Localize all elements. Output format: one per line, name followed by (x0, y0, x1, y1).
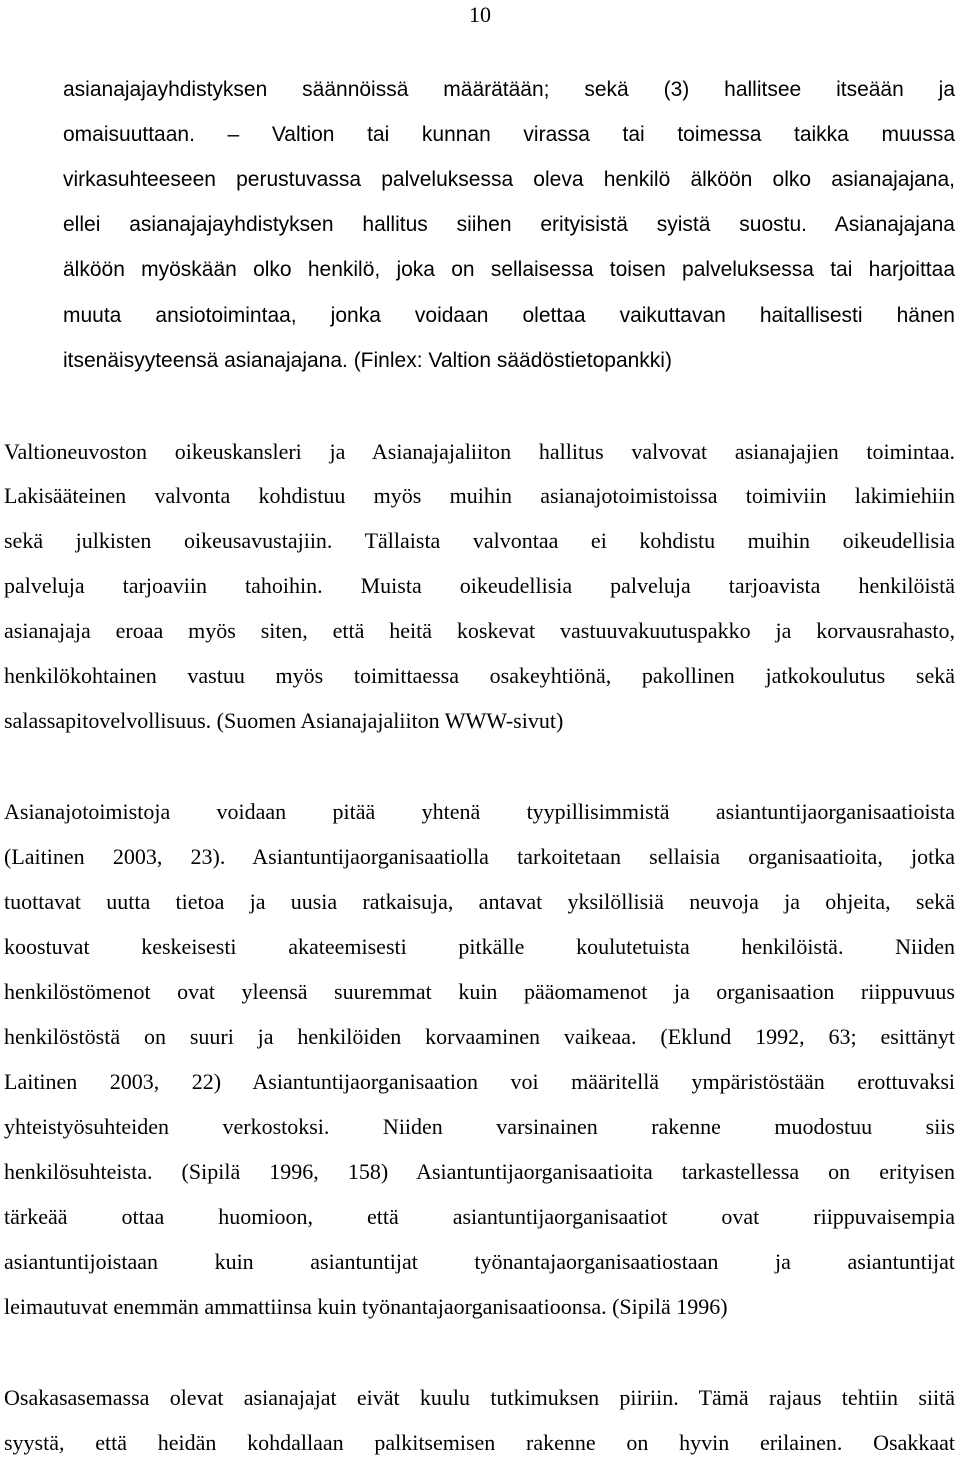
paragraph-line: Asianajotoimistoja voidaan pitää yhtenä tyypillisimmistä asiantuntijaorganisaatioista (4, 799, 955, 824)
paragraph-line: omaisuuttaan. – Valtion tai kunnan virassa tai toimessa taikka muussa (63, 123, 955, 146)
paragraph-line: tuottavat uutta tietoa ja uusia ratkaisuja, antavat yksilöllisiä neuvoja ja ohjeita, sekä (4, 889, 955, 914)
paragraph-text: itsenäisyyteensä asianajajana. (63, 349, 348, 372)
paragraph-line: asiantuntijoistaan kuin asiantuntijat työnantajaorganisaatiostaan ja asiantuntijat (4, 1249, 955, 1274)
paragraph-line: Laitinen 2003, 22) Asiantuntijaorganisaation voi määritellä ympäristöstään erottuvaksi (4, 1069, 955, 1094)
paragraph-text: salassapitovelvollisuus. (4, 708, 212, 733)
paragraph-line: Lakisääteinen valvonta kohdistuu myös muihin asianajotoimistoissa toimiviin lakimiehiin (4, 483, 955, 508)
page-number: 10 (469, 2, 491, 27)
citation: (Finlex: Valtion säädöstietopankki) (347, 349, 672, 372)
paragraph-line: tärkeää ottaa huomioon, että asiantuntijaorganisaatiot ovat riippuvaisempia (4, 1204, 955, 1229)
paragraph-line: palveluja tarjoaviin tahoihin. Muista oikeudellisia palveluja tarjoavista henkilöistä (4, 573, 955, 598)
paragraph-line: Valtioneuvoston oikeuskansleri ja Asianajajaliiton hallitus valvovat asianajajien toimintaa. (4, 439, 955, 464)
citation: (Suomen Asianajajaliiton WWW-sivut) (211, 708, 564, 733)
paragraph-line: virkasuhteeseen perustuvassa palveluksessa oleva henkilö älköön olko asianajajana, (63, 168, 955, 191)
paragraph-line: henkilöstöstä on suuri ja henkilöiden korvaaminen vaikeaa. (Eklund 1992, 63; esittänyt (4, 1024, 955, 1049)
paragraph-line: ellei asianajajayhdistyksen hallitus siihen erityisistä syistä suostu. Asianajajana (63, 213, 955, 236)
paragraph-line: muuta ansiotoimintaa, jonka voidaan olettaa vaikuttavan haitallisesti hänen (63, 304, 955, 327)
paragraph-line: henkilösuhteista. (Sipilä 1996, 158) Asiantuntijaorganisaatioita tarkastellessa on erityisen (4, 1159, 955, 1184)
paragraph-line: (Laitinen 2003, 23). Asiantuntijaorganisaatiolla tarkoitetaan sellaisia organisaatioita, jotka (4, 844, 955, 869)
paragraph-line: yhteistyösuhteiden verkostoksi. Niiden varsinainen rakenne muodostuu siis (4, 1114, 955, 1139)
paragraph-line: sekä julkisten oikeusavustajiin. Tällaista valvontaa ei kohdistu muihin oikeudellisia (4, 528, 955, 553)
paragraph-line: koostuvat keskeisesti akateemisesti pitkälle koulutetuista henkilöistä. Niiden (4, 934, 955, 959)
paragraph-line: asianajaja eroaa myös siten, että heitä koskevat vastuuvakuutuspakko ja korvausrahasto, (4, 618, 955, 643)
paragraph-line: leimautuvat enemmän ammattiinsa kuin työnantajaorganisaatioonsa. (Sipilä 1996) (4, 1294, 728, 1319)
paragraph-line (63, 349, 672, 373)
paragraph-line: syystä, että heidän kohdallaan palkitsemisen rakenne on hyvin erilainen. Osakkaat (4, 1430, 955, 1455)
paragraph-line: henkilökohtainen vastuu myös toimittaessa osakeyhtiönä, pakollinen jatkokoulutus sekä (4, 663, 955, 688)
paragraph-line: henkilöstömenot ovat yleensä suuremmat kuin pääomamenot ja organisaation riippuvuus (4, 979, 955, 1004)
paragraph-line (4, 709, 563, 733)
paragraph-line: Osakasasemassa olevat asianajajat eivät kuulu tutkimuksen piiriin. Tämä rajaus tehtiin siitä (4, 1385, 955, 1410)
paragraph-line: älköön myöskään olko henkilö, joka on sellaisessa toisen palveluksessa tai harjoittaa (63, 258, 955, 281)
paragraph-line: asianajajayhdistyksen säännöissä määrätään; sekä (3) hallitsee itseään ja (63, 78, 955, 101)
